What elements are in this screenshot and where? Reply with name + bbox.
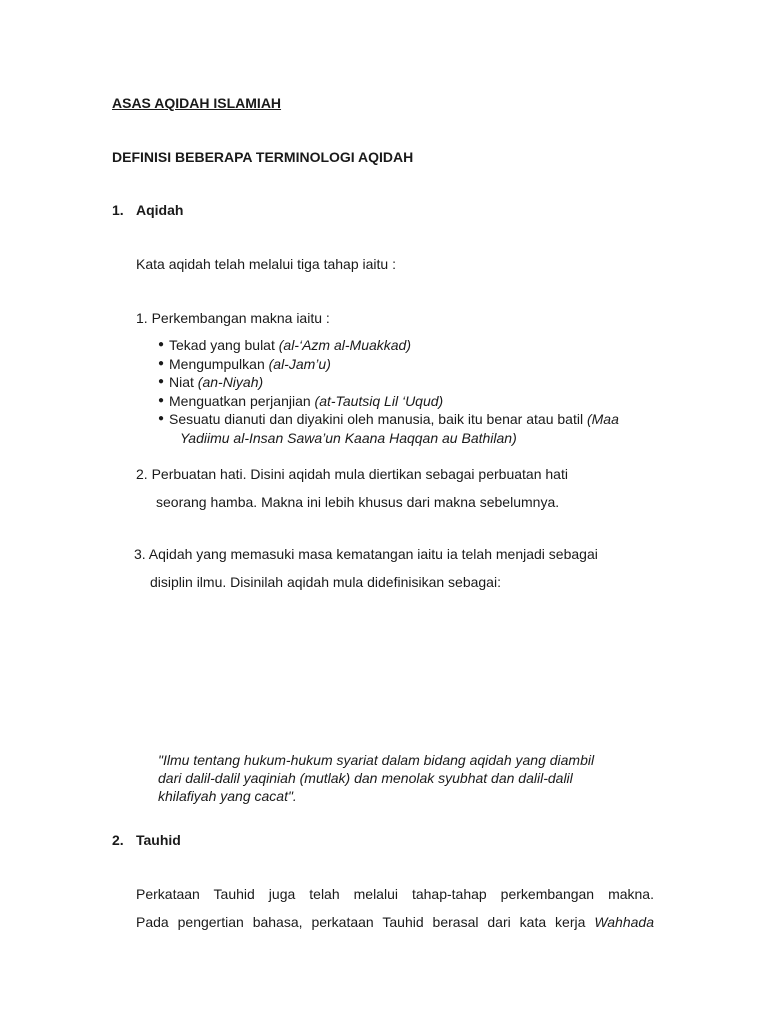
document-subtitle: DEFINISI BEBERAPA TERMINOLOGI AQIDAH — [112, 149, 414, 165]
section-title: Tauhid — [136, 832, 181, 848]
quote-line: dari dalil-dalil yaqiniah (mutlak) dan menolak syubhat dan dalil-dalil — [158, 770, 573, 786]
bullet-item: ● Menguatkan perjanjian (at-Tautsiq Lil ‘Uqud) — [158, 392, 444, 409]
item-2-line-1: 2. Perbuatan hati. Disini aqidah mula diertikan sebagai perbuatan hati — [136, 466, 568, 482]
quote-line: "Ilmu tentang hukum-hukum syariat dalam bidang aqidah yang diambil — [158, 752, 595, 768]
section-number: 2. — [112, 832, 124, 848]
bullet-dot-icon: ● — [158, 413, 165, 424]
item-1-heading: 1. Perkembangan makna iaitu : — [136, 310, 330, 326]
item-3-line-1: 3. Aqidah yang memasuki masa kematangan iaitu ia telah menjadi sebagai — [134, 546, 598, 562]
item-3-line-2: disiplin ilmu. Disinilah aqidah mula didefinisikan sebagai: — [150, 574, 501, 590]
item-2-line-2: seorang hamba. Makna ini lebih khusus dari makna sebelumnya. — [156, 494, 560, 510]
section-number: 1. — [112, 202, 124, 218]
definition-quote — [158, 751, 658, 805]
bullet-item: ● Sesuatu dianuti dan diyakini oleh manusia, baik itu benar atau batil (Maa Yadiimu al-Insan Sawa’un Kaana Haqqan au Bathilan) — [158, 410, 678, 447]
bullet-dot-icon: ● — [158, 339, 165, 350]
paragraph-line: Pada pengertian bahasa, perkataan Tauhid berasal dari kata kerja Wahhada — [136, 914, 654, 930]
bullet-item: ● Mengumpulkan (al-Jam’u) — [158, 355, 331, 372]
document-title: ASAS AQIDAH ISLAMIAH — [112, 95, 282, 111]
bullet-continuation: Yadiimu al-Insan Sawa’un Kaana Haqqan au Bathilan) — [180, 429, 517, 446]
bullet-dot-icon: ● — [158, 376, 165, 387]
section-title: Aqidah — [136, 202, 184, 218]
section-heading-tauhid — [112, 832, 181, 848]
tauhid-paragraph — [136, 880, 654, 936]
section-heading-aqidah — [112, 202, 183, 218]
bullet-dot-icon: ● — [158, 394, 165, 406]
paragraph-line: Perkataan Tauhid juga telah melalui tahap-tahap perkembangan makna. — [136, 886, 654, 902]
bullet-item: ● Tekad yang bulat (al-‘Azm al-Muakkad) — [158, 337, 411, 353]
quote-line: khilafiyah yang cacat". — [158, 788, 297, 804]
bullet-item: ● Niat (an-Niyah) — [158, 374, 264, 390]
meaning-bullet-list — [158, 336, 678, 447]
bullet-dot-icon: ● — [158, 357, 165, 369]
intro-text: Kata aqidah telah melalui tiga tahap iaitu : — [136, 256, 396, 272]
